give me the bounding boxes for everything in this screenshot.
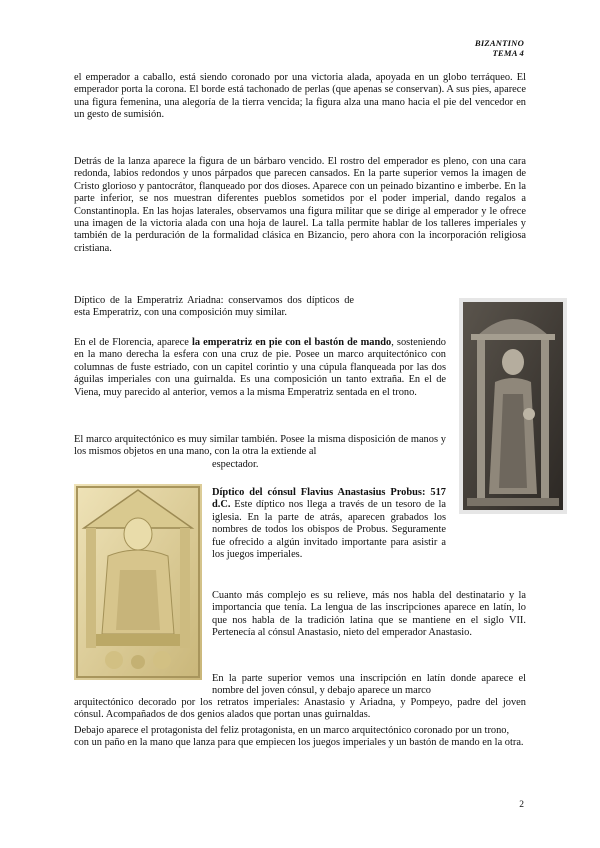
probus-diptych-image xyxy=(74,484,202,680)
paragraph-marco-cont: espectador. xyxy=(212,459,259,470)
paragraph-ariadna-intro: Díptico de la Emperatriz Ariadna: conservamos dos dípticos de esta Emperatriz, con una composición muy similar. xyxy=(74,295,354,319)
paragraph-probus: Díptico del cónsul Flavius Anastasius Probus: 517 d.C. Este díptico nos llega a través de un tesoro de la iglesia. En la parte de atrás, aparecen grabados los nombres de todos los obispos de Probus. Seguramente fue ofrecido a algún invitado importante para asistir a los juegos imperiales. xyxy=(212,487,446,561)
emphasis-emperatriz: la emperatriz en pie con el bastón de mando xyxy=(191,337,392,348)
paragraph-2: Detrás de la lanza aparece la figura de un bárbaro vencido. El rostro del emperador es pleno, con una cara redonda, labios redondos y unos párpados que parecen cansados. En la parte superior vemos la imagen de Cristo glorioso y pantocrátor, flanqueado por dos dioses. Aparece con un peinado bizantino e imberbe. En la parte inferior, se nos muestran diferentes pueblos sometidos por el poder imperial, dando regalos a Constantinopla. En las hojas laterales, observamos una figura militar que se dirige al emperador y le ofrece una imagen de la victoria alada con una hoja de laurel. La talla permite hablar de los talleres imperiales y también de la perduración de la formalidad clásica en Bizancio, pero ahora con la incorporación religiosa cristiana. xyxy=(74,156,526,254)
heading-probus: Díptico del cónsul Flavius Anastasius Probus: 517 d.C. xyxy=(212,487,446,511)
paragraph-marco: El marco arquitectónico es muy similar también. Posee la misma disposición de manos y los mismos objetos en una mano, con la otra la extiende al xyxy=(74,434,446,458)
header-topic: TEMA 4 xyxy=(492,48,524,58)
paragraph-inscripcion-b: arquitectónico decorado por los retratos imperiales: Anastasio y Ariadna, y Pompeyo, padre del joven cónsul. Acompañados de dos genios alados que portan unas guirnaldas. xyxy=(74,697,526,721)
paragraph-relieve: Cuanto más complejo es su relieve, más nos habla del destinatario y la importancia que tenía. La lengua de las inscripciones aparece en latín, lo que nos habla de la tradición latina que se mantiene en el siglo VII. Pertenecía al cónsul Anastasio, nieto del emperador Anastasio. xyxy=(212,590,526,639)
running-header xyxy=(475,38,524,58)
page-number: 2 xyxy=(519,800,524,810)
paragraph-inscripcion-a: En la parte superior vemos una inscripción en latín donde aparece el nombre del joven cónsul, y debajo aparece un marco xyxy=(212,673,526,697)
header-subject: BIZANTINO xyxy=(474,38,524,48)
paragraph-1: el emperador a caballo, está siendo coronado por una victoria alada, apoyada en un globo terráqueo. El emperador porta la corona. El borde está tachonado de perlas (que apenas se conservan). A sus pies, aparece una figura femenina, una alegoría de la tierra vencida; la figura alza una mano hacia el pie del vencedor en un gesto de sumisión. xyxy=(74,72,526,121)
paragraph-ariadna-florencia: En el de Florencia, aparece la emperatriz en pie con el bastón de mando, sosteniendo en la mano derecha la esfera con una cruz de pie. Posee un marco arquitectónico con columnas de fuste estriado, con un capitel corintio y una cúpula flanqueada por las dos águilas imperiales con una guirnalda. Es una composición un tanto extraña. En el de Viena, muy parecido al anterior, vemos a la misma Emperatriz sentada en el trono. xyxy=(74,337,446,398)
paragraph-protagonista: Debajo aparece el protagonista del feliz protagonista, en un marco arquitectónico coronado por un trono, con un paño en la mano que lanza para que empiecen los juegos imperiales y un bastón de mando en la otra. xyxy=(74,725,524,749)
ariadna-diptych-image xyxy=(459,298,567,514)
